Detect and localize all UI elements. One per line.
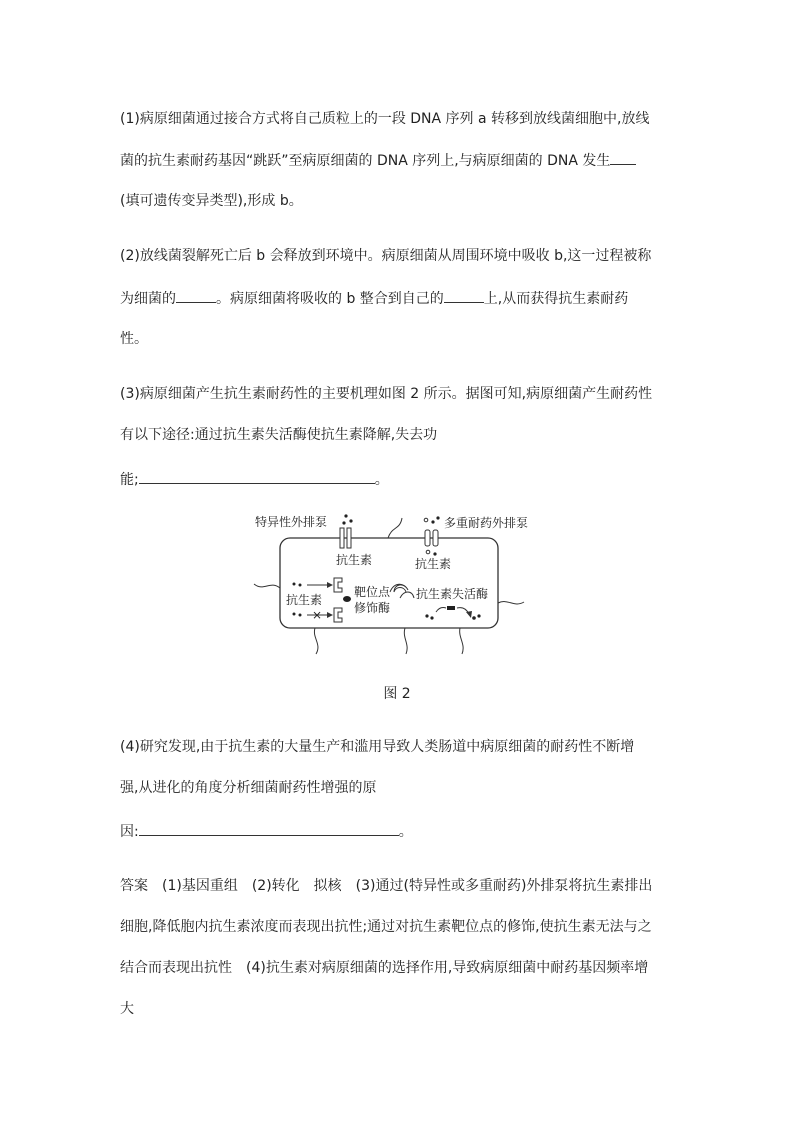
q3-line-3a: 能; xyxy=(120,472,139,488)
antibiotic-dot xyxy=(299,614,302,617)
degradation-arrow-1 xyxy=(436,608,446,613)
q2-line-2c: 上,从而获得抗生素耐药 xyxy=(483,291,629,307)
q3-line-3b: 。 xyxy=(374,472,389,488)
specific-pump-left xyxy=(340,528,344,548)
arrow-head xyxy=(327,612,333,618)
modification-enzyme-blob xyxy=(343,596,351,602)
label-inactivating-enzyme: 抗生素失活酶 xyxy=(416,587,489,601)
q3-line-2: 有以下途径:通过抗生素失活酶使抗生素降解,失去功 xyxy=(120,427,438,443)
multi-pump-left xyxy=(425,530,430,546)
q4-line-3 xyxy=(120,821,413,842)
label-multi-pump: 多重耐药外排泵 xyxy=(444,516,529,530)
antibiotic-dot xyxy=(433,552,436,555)
figure-caption: 图 2 xyxy=(383,686,411,702)
q4-line-3b: 。 xyxy=(398,824,413,840)
q2-line-2 xyxy=(120,288,628,309)
antibiotic-dot xyxy=(425,614,428,617)
antibiotic-dot xyxy=(436,516,439,519)
antibiotic-dot xyxy=(342,521,345,524)
label-target-site: 靶位点 xyxy=(354,585,391,599)
figure-2-diagram xyxy=(250,508,550,658)
q3-line-1: (3)病原细菌产生抗生素耐药性的主要机理如图 2 所示。据图可知,病原细菌产生耐药性 xyxy=(120,386,653,402)
q2-line-2b: 。病原细菌将吸收的 b 整合到自己的 xyxy=(216,291,444,307)
antibiotic-dot xyxy=(293,583,296,586)
answer-line-3: 结合而表现出抗性 (4)抗生素对病原细菌的选择作用,导致病原细菌中耐药基因频率增 xyxy=(120,960,649,976)
inactivating-enzyme-mark xyxy=(447,606,455,610)
multi-pump-right xyxy=(433,530,438,546)
flagellum-bottom-1 xyxy=(314,628,318,654)
specific-pump-right xyxy=(347,528,351,548)
answer-line-2: 细胞,降低胞内抗生素浓度而表现出抗性;通过对抗生素靶位点的修饰,使抗生素无法与之 xyxy=(120,919,652,935)
blocked-mark: × xyxy=(312,608,323,622)
q2-answer-blank-1[interactable] xyxy=(176,288,216,303)
q2-line-2a: 为细菌的 xyxy=(120,291,176,307)
q2-line-1: (2)放线菌裂解死亡后 b 会释放到环境中。病原细菌从周围环境中吸收 b,这一过程被称 xyxy=(120,248,652,264)
antibiotic-dot xyxy=(299,584,302,587)
flagellum-left xyxy=(254,584,280,588)
degraded-fragment xyxy=(477,614,480,617)
label-specific-pump: 特异性外排泵 xyxy=(255,515,328,529)
q1-line-2-text: 菌的抗生素耐药基因“跳跃”至病原细菌的 DNA 序列上,与病原细菌的 DNA 发生 xyxy=(120,153,611,169)
target-site-lower xyxy=(334,608,342,622)
antibiotic-dot xyxy=(349,519,352,522)
q1-line-1: (1)病原细菌通过接合方式将自己质粒上的一段 DNA 序列 a 转移到放线菌细胞中,放线 xyxy=(120,111,650,127)
q4-line-2: 强,从进化的角度分析细菌耐药性增强的原 xyxy=(120,780,377,796)
flagellum-top xyxy=(388,518,402,538)
flagellum-bottom-3 xyxy=(460,628,463,654)
q1-answer-blank[interactable] xyxy=(610,150,636,165)
q1-line-3: (填可遗传变异类型),形成 b。 xyxy=(120,193,303,209)
q4-line-1: (4)研究发现,由于抗生素的大量生产和滥用导致人类肠道中病原细菌的耐药性不断增 xyxy=(120,739,635,755)
label-modification-enzyme: 修饰酶 xyxy=(354,601,391,615)
antibiotic-dot xyxy=(293,613,296,616)
q4-answer-blank[interactable] xyxy=(139,821,399,836)
arrow-head xyxy=(327,582,333,588)
label-antibiotic-3: 抗生素 xyxy=(286,593,323,607)
enzyme-coil xyxy=(400,592,414,598)
antibiotic-dot xyxy=(431,520,434,523)
label-antibiotic-1: 抗生素 xyxy=(336,553,373,567)
flagellum-bottom-2 xyxy=(404,628,407,654)
antibiotic-circle xyxy=(424,518,428,522)
target-site-upper xyxy=(334,578,342,592)
answer-line-4: 大 xyxy=(120,1001,134,1017)
q2-line-3: 性。 xyxy=(120,331,148,347)
q3-answer-blank[interactable] xyxy=(139,469,375,484)
q2-answer-blank-2[interactable] xyxy=(444,288,484,303)
q3-line-3 xyxy=(120,469,389,490)
arrow-head xyxy=(466,611,472,618)
antibiotic-dot xyxy=(344,514,347,517)
enzyme-coil xyxy=(390,584,408,592)
degraded-fragment xyxy=(472,616,476,620)
answer-line-1: 答案 (1)基因重组 (2)转化 拟核 (3)通过(特异性或多重耐药)外排泵将抗生素排出 xyxy=(120,878,653,894)
antibiotic-circle xyxy=(426,550,430,554)
flagellum-right xyxy=(498,602,524,604)
antibiotic-dot xyxy=(430,616,433,619)
q1-line-2 xyxy=(120,150,636,171)
q4-line-3a: 因: xyxy=(120,824,139,840)
label-antibiotic-2: 抗生素 xyxy=(415,557,452,571)
